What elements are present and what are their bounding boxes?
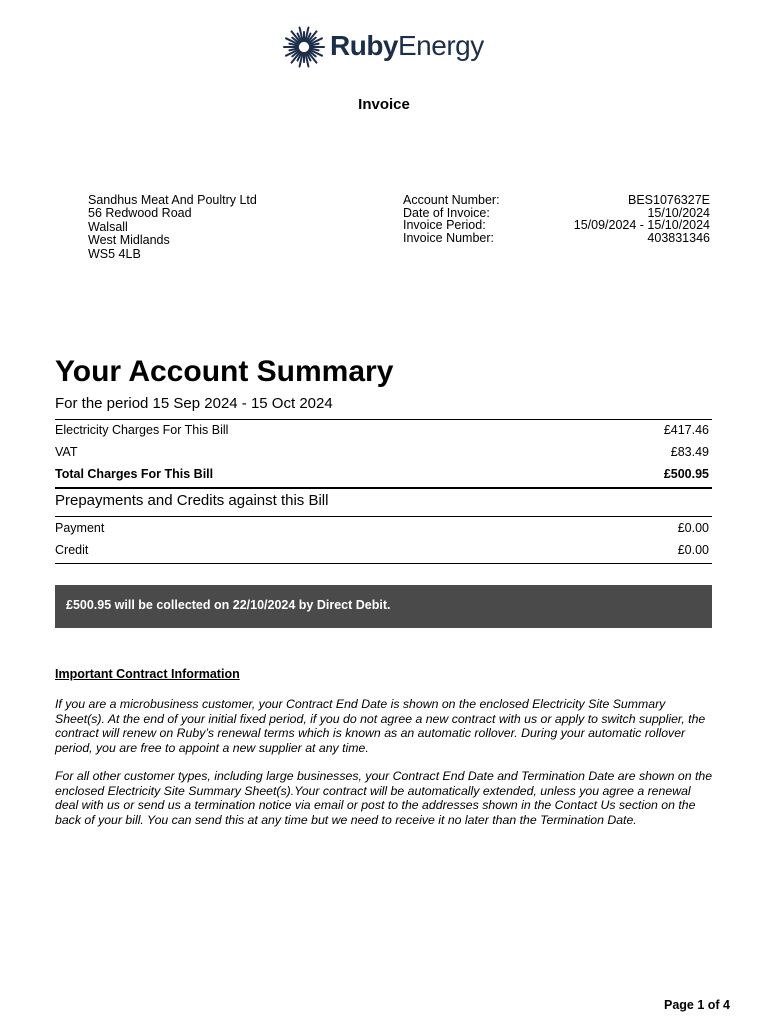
divider [55, 563, 712, 564]
customer-address [88, 194, 257, 261]
page-number: Page 1 of 4 [664, 998, 730, 1012]
detail-label: Date of Invoice: [403, 205, 490, 220]
prepayment-row-payment [55, 521, 712, 535]
detail-value: BES1076327E [627, 193, 710, 207]
detail-label: Invoice Period: [403, 218, 486, 233]
charge-row-vat [55, 445, 712, 459]
detail-value: 15/09/2024 - 15/10/2024 [573, 218, 710, 233]
address-line: 56 Redwood Road [88, 206, 192, 221]
prepayment-label: Credit [55, 543, 89, 557]
contract-paragraph-microbusiness: If you are a microbusiness customer, your Contract End Date is shown on the enclosed Electricity Site Summary Sheet(s). At the end of your initial fixed period, if you do not agree a new contract with us or apply to switch supplier, the contract will renew on Ruby’s renewal terms which is known as an automatic rollover. During your automatic rollover period, you are free to appoint a new supplier at any time. [55, 697, 706, 755]
brand-name [330, 30, 484, 62]
charge-label: Electricity Charges For This Bill [55, 423, 229, 437]
brand-name-bold: Ruby [330, 30, 398, 61]
divider [55, 487, 712, 489]
divider [55, 419, 712, 420]
prepayment-amount: £0.00 [677, 521, 709, 535]
contract-info-heading: Important Contract Information [55, 667, 240, 681]
total-charges-row [55, 467, 712, 481]
total-amount: £500.95 [663, 467, 709, 481]
divider [55, 516, 712, 517]
address-line: Walsall [88, 219, 128, 234]
charge-row-electricity [55, 423, 712, 437]
contract-paragraph-other-customers: For all other customer types, including large businesses, your Contract End Date and Termination Date are shown on the enclosed Electricity Site Summary Sheet(s).Your contract will be automatically extended, unless you agree a renewal deal with us or send us a termination notice via email or post to the addresses shown in the Contact Us section on the back of your bill. You can send this at any time but we need to receive it no later than the Termination Date. [55, 769, 713, 827]
detail-row-invoice-period [403, 219, 710, 232]
prepayment-label: Payment [55, 521, 105, 535]
charge-label: VAT [55, 445, 78, 459]
prepayment-amount: £0.00 [677, 543, 709, 557]
prepayment-row-credit [55, 543, 712, 557]
detail-value: 15/10/2024 [647, 205, 710, 220]
detail-label: Account Number: [403, 193, 500, 207]
invoice-details [403, 194, 710, 244]
starburst-icon [282, 26, 326, 68]
prepayments-heading: Prepayments and Credits against this Bill [55, 492, 329, 509]
address-line: WS5 4LB [88, 246, 141, 261]
detail-row-account-number [403, 194, 710, 207]
address-line: Sandhus Meat And Poultry Ltd [88, 193, 257, 207]
detail-label: Invoice Number: [403, 230, 495, 245]
total-label: Total Charges For This Bill [55, 467, 214, 481]
brand-name-regular: Energy [398, 30, 484, 61]
direct-debit-banner: £500.95 will be collected on 22/10/2024 by Direct Debit. [55, 585, 712, 628]
summary-period: For the period 15 Sep 2024 - 15 Oct 2024 [55, 395, 333, 412]
document-title: Invoice [358, 96, 410, 113]
ruby-energy-logo [282, 26, 502, 68]
account-summary-heading: Your Account Summary [55, 355, 394, 388]
address-line: West Midlands [88, 233, 170, 248]
charge-amount: £417.46 [663, 423, 709, 437]
charge-amount: £83.49 [670, 445, 709, 459]
detail-value: 403831346 [647, 230, 710, 245]
detail-row-invoice-number [403, 232, 710, 245]
